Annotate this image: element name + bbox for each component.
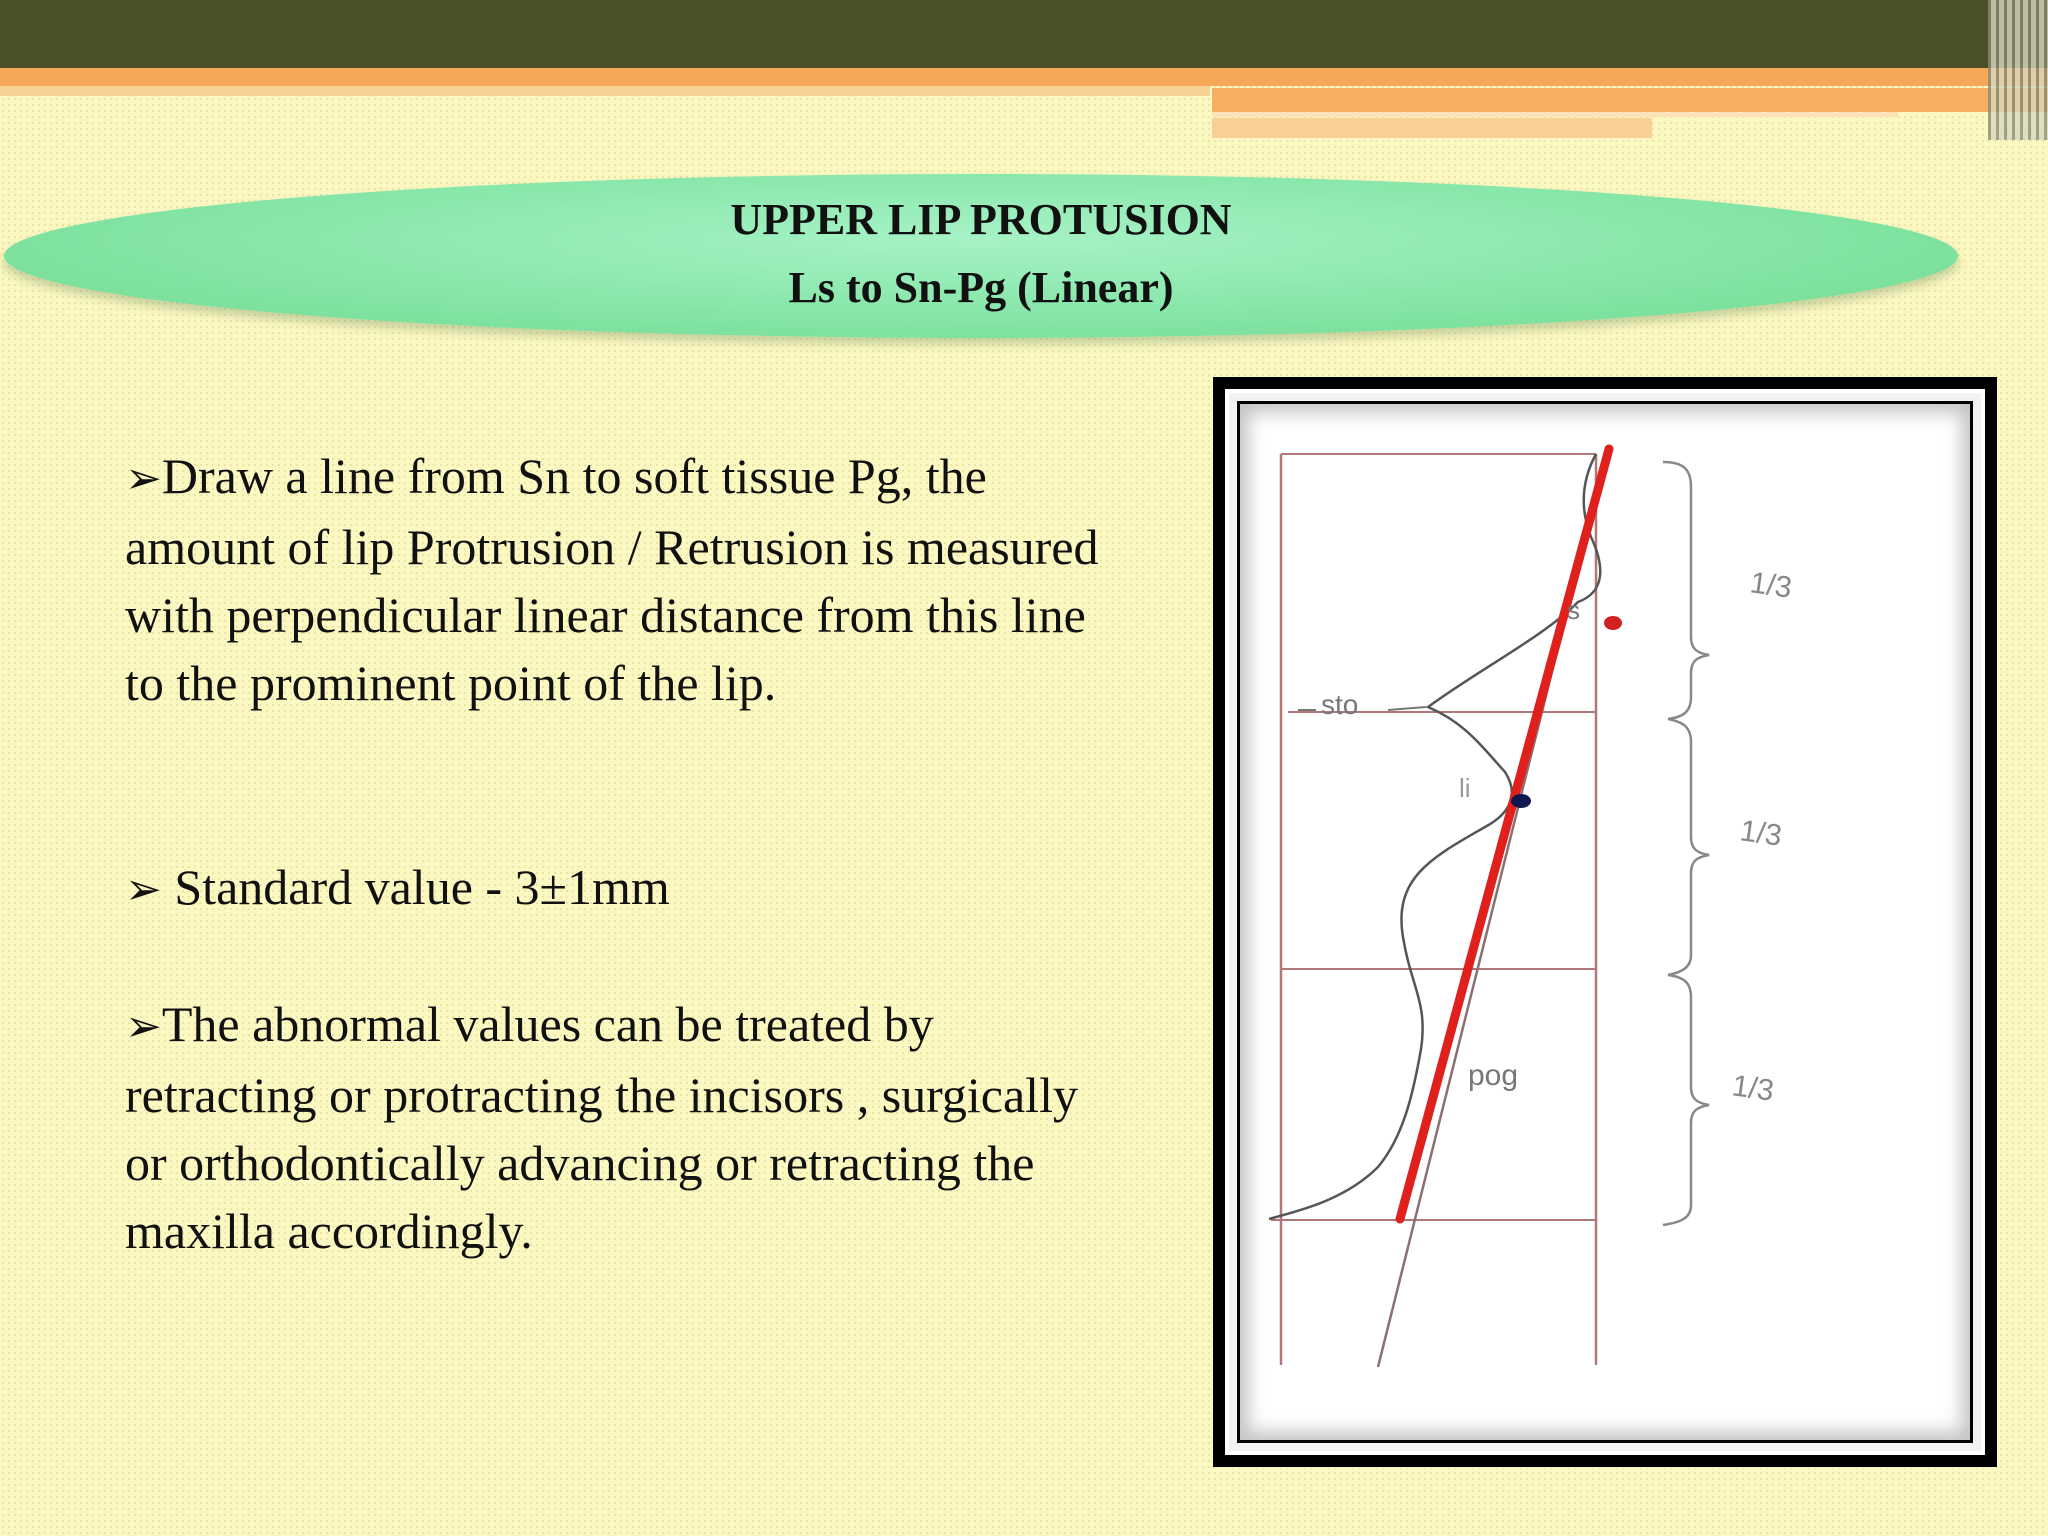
diagram-frame <box>1213 377 1997 1467</box>
label-pog: pog <box>1468 1059 1519 1092</box>
brace-middle <box>1668 719 1709 975</box>
slide-subtitle: Ls to Sn-Pg (Linear) <box>788 263 1174 312</box>
top-bar <box>0 0 2048 68</box>
label-ls: s <box>1567 595 1580 625</box>
sn-pg-line <box>1400 449 1609 1219</box>
accent-stripe <box>1212 112 1898 117</box>
label-third-top: 1/3 <box>1748 566 1794 605</box>
bullet-item <box>125 990 1125 1265</box>
sto-tick <box>1388 707 1426 710</box>
li-point <box>1511 794 1531 808</box>
accent-stripe <box>0 68 2048 86</box>
slide-title: UPPER LIP PROTUSION <box>730 195 1232 244</box>
corner-decoration <box>1988 0 2048 140</box>
label-third-bottom: 1/3 <box>1730 1069 1776 1108</box>
lip-protrusion-diagram <box>1213 377 1997 1467</box>
arrow-bullet-icon: ➢ <box>125 865 162 914</box>
bullet-text: Standard value - 3±1mm <box>161 859 670 915</box>
accent-stripe <box>1212 88 2048 112</box>
bullet-item <box>125 853 1125 924</box>
bullet-text: Draw a line from Sn to soft tissue Pg, the amount of lip Protrusion / Retrusion is measured with perpendicular linear distance from this line to the prominent point of the lip. <box>125 448 1099 711</box>
label-third-middle: 1/3 <box>1738 814 1784 853</box>
arrow-bullet-icon: ➢ <box>125 454 162 503</box>
ls-point <box>1604 616 1622 630</box>
bullet-item <box>125 442 1125 717</box>
label-li: li <box>1459 773 1471 803</box>
brace-bottom <box>1663 975 1709 1225</box>
label-sto: sto <box>1321 689 1359 720</box>
grid-lines <box>1271 454 1596 1365</box>
accent-stripe <box>0 86 1210 96</box>
bullet-text: The abnormal values can be treated by retracting or protracting the incisors , surgically or orthodontically advancing or retracting the maxilla accordingly. <box>125 996 1078 1259</box>
arrow-bullet-icon: ➢ <box>125 1002 162 1051</box>
brace-top <box>1663 462 1709 719</box>
thirds-braces <box>1663 462 1709 1225</box>
accent-stripe <box>1212 118 1652 138</box>
